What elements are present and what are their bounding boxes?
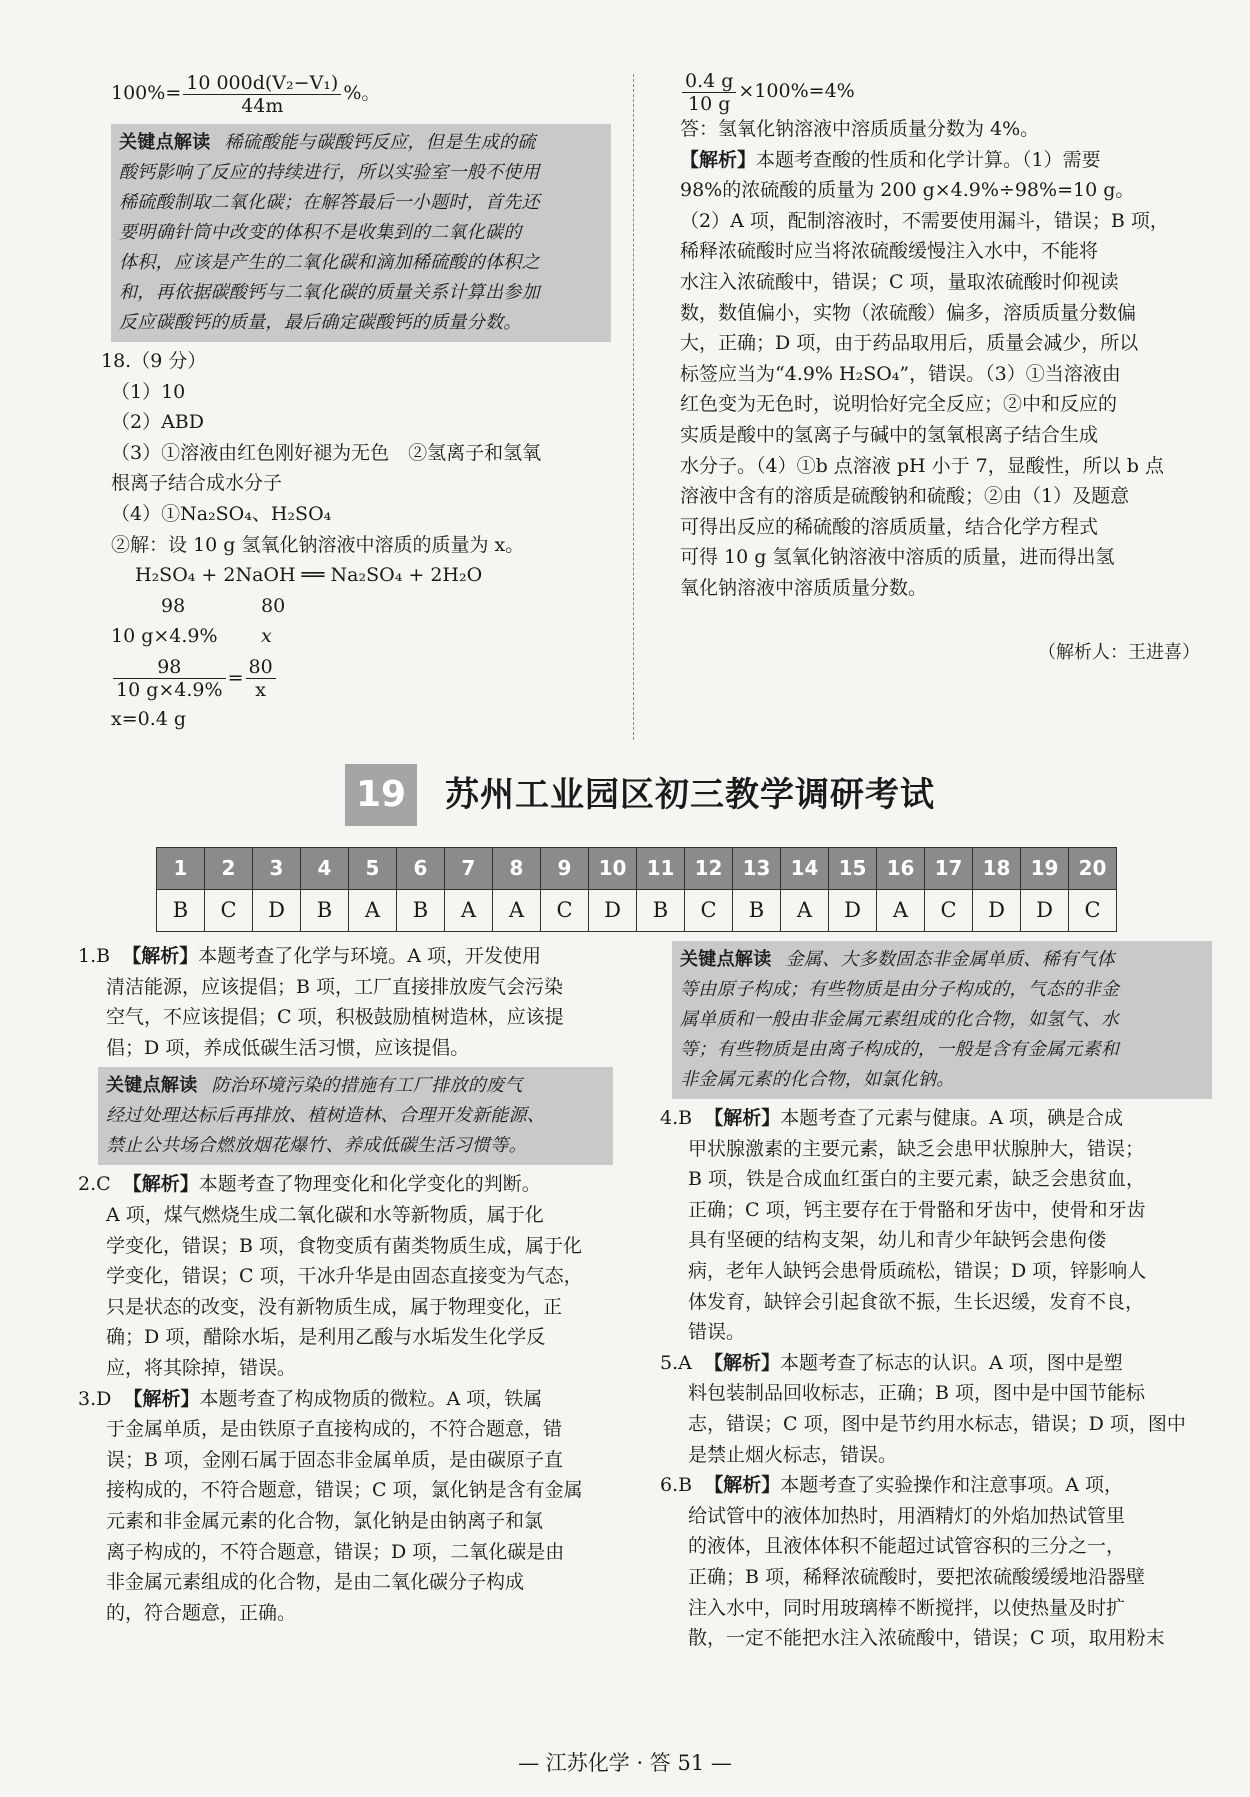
key-point-line: 关键点解读 金属、大多数固态非金属单质、稀有气体 (680, 949, 1115, 970)
bottom-right-column (660, 941, 1212, 1654)
ratio-right: $\frac{80}{x}$ (246, 656, 276, 701)
question-number-cell: 7 (445, 848, 493, 890)
chemical-equation: H₂SO₄ + 2NaOH ══ Na₂SO₄ + 2H₂O (135, 564, 483, 587)
analysis-line: 实质是酸中的氢离子与碱中的氢氧根离子结合生成 (680, 423, 1099, 446)
question-number-cell: 15 (829, 848, 877, 890)
explanation-line: 非金属元素组成的化合物，是由二氧化碳分子构成 (106, 1571, 525, 1594)
given-mass-line: 10 g×4.9% x (111, 625, 272, 648)
question-number-cell: 4 (301, 848, 349, 890)
percent-calc-line: $\frac{0.4 g}{10 g}$ ×100%=4% (680, 68, 1200, 114)
question-number-cell: 12 (685, 848, 733, 890)
explanation-line: 应，将其除掉，错误。 (106, 1356, 297, 1379)
explanation-line: B 项，铁是合成血红蛋白的主要元素，缺乏会患贫血， (688, 1168, 1146, 1191)
key-point-line: 属单质和一般由非金属元素组成的化合物，如氢气、水 (680, 1009, 1120, 1030)
question-number-cell: 18 (973, 848, 1021, 890)
question-number-cell: 17 (925, 848, 973, 890)
result-line: x=0.4 g (111, 707, 187, 730)
explanation-line: 接构成的，不符合题意，错误；C 项，氯化钠是含有金属 (106, 1479, 583, 1502)
key-point-box (98, 1067, 613, 1165)
question-number-cell: 14 (781, 848, 829, 890)
page-footer: — 江苏化学 · 答 51 — (518, 1751, 732, 1775)
key-point-line: 等；有些物质是由离子构成的，一般是含有金属元素和 (680, 1039, 1120, 1060)
question-1-label: 1.B (78, 945, 111, 967)
analysis-line: 氧化钠溶液中溶质质量分数。 (680, 576, 928, 599)
explanation-line: 料包装制品回收标志，正确；B 项，图中是中国节能标 (688, 1382, 1146, 1405)
explanation-line: 清洁能源，应该提倡；B 项，工厂直接排放废气会污染 (106, 975, 564, 998)
answer-cell: D (1021, 890, 1069, 932)
answer-cell: B (733, 890, 781, 932)
key-point-label: 关键点解读 (119, 132, 211, 153)
question-number-cell: 16 (877, 848, 925, 890)
analysis-line: 可得 10 g 氢氧化钠溶液中溶质的质量，进而得出氢 (680, 546, 1115, 569)
answer-cell: B (637, 890, 685, 932)
answer-line: （3）①溶液由红色刚好褪为无色 ②氢离子和氢氧 (111, 441, 542, 464)
answer-cell: B (301, 890, 349, 932)
question-number-cell: 5 (349, 848, 397, 890)
explanation-line: 于金属单质，是由铁原子直接构成的，不符合题意，错 (106, 1418, 563, 1441)
answer-cell: D (589, 890, 637, 932)
key-point-box (672, 941, 1212, 1099)
answer-cell: D (253, 890, 301, 932)
percent-fraction: $\frac{0.4 g}{10 g}$ (682, 70, 736, 115)
answer-cell: D (829, 890, 877, 932)
answer-cell: A (445, 890, 493, 932)
key-point-label: 关键点解读 (680, 949, 772, 970)
analysis-line: 红色变为无色时，说明恰好完全反应；②中和反应的 (680, 393, 1118, 416)
answer-cell: B (397, 890, 445, 932)
explanation-line: 志，错误；C 项，图中是节约用水标志，错误；D 项，图中 (688, 1412, 1186, 1435)
top-right-column (680, 68, 1200, 668)
analysis-line: 稀释浓硫酸时应当将浓硫酸缓慢注入水中，不能将 (680, 240, 1099, 263)
explanation-line: 学变化，错误；B 项，食物变质有菌类物质生成，属于化 (106, 1234, 583, 1257)
question-number-cell: 10 (589, 848, 637, 890)
answer-line: ②解：设 10 g 氢氧化钠溶液中溶质的质量为 x。 (111, 533, 525, 556)
key-point-line: 体积，应该是产生的二氧化碳和滴加稀硫酸的体积之 (119, 252, 540, 273)
section-title: 苏州工业园区初三教学调研考试 (445, 775, 935, 815)
analysis-line: 水注入浓硫酸中，错误；C 项，量取浓硫酸时仰视读 (680, 270, 1119, 293)
question-number-row (157, 848, 1117, 890)
question-number-cell: 8 (493, 848, 541, 890)
question-2-line: 2.C 【解析】本题考查了物理变化和化学变化的判断。 (78, 1173, 541, 1196)
answer-row (157, 890, 1117, 932)
key-point-line: 经过处理达标后再排放、植树造林、合理开发新能源、 (106, 1105, 546, 1127)
explanation-line: 的，符合题意，正确。 (106, 1601, 297, 1624)
answer-cell: D (973, 890, 1021, 932)
question-number-cell: 1 (157, 848, 205, 890)
analysis-line: 水分子。（4）①b 点溶液 pH 小于 7，显酸性，所以 b 点 (680, 454, 1164, 477)
explanation-line: 正确；B 项，稀释浓硫酸时，要把浓硫酸缓缓地沿器壁 (688, 1565, 1146, 1588)
author-credit: （解析人：王进喜） (1038, 641, 1200, 663)
question-18-heading: 18.（9 分） (101, 350, 207, 372)
answer-statement: 答：氢氧化钠溶液中溶质质量分数为 4%。 (680, 118, 1040, 140)
explanation-line: 体发育，缺锌会引起食欲不振，生长迟缓，发育不良， (688, 1290, 1145, 1313)
answer-cell: C (925, 890, 973, 932)
key-point-line: 非金属元素的化合物，如氯化钠。 (680, 1069, 955, 1090)
question-6-line: 6.B 【解析】本题考查了实验操作和注意事项。A 项， (660, 1474, 1123, 1497)
question-number-cell: 20 (1069, 848, 1117, 890)
explanation-line: 离子构成的，不符合题意，错误；D 项，二氧化碳是由 (106, 1540, 565, 1563)
analysis-line: 标签应当为“4.9% H₂SO₄”，错误。（3）①当溶液由 (680, 362, 1121, 385)
analysis-line: 大，正确；D 项，由于药品取用后，质量会减少，所以 (680, 332, 1139, 355)
question-3-label: 3.D (78, 1387, 112, 1410)
question-6-label: 6.B (660, 1474, 693, 1497)
column-divider (633, 74, 634, 740)
analysis-line: 溶液中含有的溶质是硫酸钠和硫酸；②由（1）及题意 (680, 485, 1130, 508)
explanation-line: 散，一定不能把水注入浓硫酸中，错误；C 项，取用粉末 (688, 1627, 1165, 1650)
key-point-line: 要明确针筒中改变的体积不是收集到的二氧化碳的 (119, 222, 522, 243)
analysis-line: （2）A 项，配制溶液时，不需要使用漏斗，错误；B 项， (680, 209, 1169, 232)
explanation-line: 误；B 项，金刚石属于固态非金属单质，是由碳原子直 (106, 1448, 564, 1471)
key-point-label: 关键点解读 (106, 1075, 198, 1097)
explanation-line: 的液体，且液体体积不能超过试管容积的三分之一， (688, 1535, 1126, 1558)
question-5-label: 5.A (660, 1351, 692, 1374)
explanation-line: 正确；C 项，钙主要存在于骨骼和牙齿中，使骨和牙齿 (688, 1198, 1146, 1221)
question-4-line: 4.B 【解析】本题考查了元素与健康。A 项，碘是合成 (660, 1107, 1123, 1129)
question-number-cell: 13 (733, 848, 781, 890)
top-left-column (101, 70, 611, 735)
question-number-cell: 6 (397, 848, 445, 890)
answer-key-table (156, 847, 1117, 932)
formula-fraction: $\frac{\text{10 000d(V₂−V₁)}}{44m}$ (183, 72, 341, 117)
explanation-line: 倡；D 项，养成低碳生活习惯，应该提倡。 (106, 1036, 470, 1059)
ratio-left: $\frac{98}{10 g\times 4.9\%}$ (113, 656, 226, 701)
answer-line: （4）①Na₂SO₄、H₂SO₄ (111, 502, 332, 525)
explanation-line: A 项，煤气燃烧生成二氧化碳和水等新物质，属于化 (106, 1203, 544, 1226)
key-point-line: 稀硫酸制取二氧化碳；在解答最后一小题时，首先还 (119, 192, 540, 213)
explanation-line: 给试管中的液体加热时，用酒精灯的外焰加热试管里 (688, 1504, 1126, 1527)
question-number-cell: 9 (541, 848, 589, 890)
analysis-line: 可得出反应的稀硫酸的溶质质量，结合化学方程式 (680, 515, 1099, 538)
explanation-line: 空气，不应该提倡；C 项，积极鼓励植树造林，应该提 (106, 1006, 564, 1029)
explanation-line: 病，老年人缺钙会患骨质疏松，错误；D 项，锌影响人 (688, 1259, 1147, 1282)
explanation-line: 甲状腺激素的主要元素，缺乏会患甲状腺肿大，错误； (688, 1137, 1145, 1160)
analysis-line: 【解析】本题考查酸的性质和化学计算。（1）需要 (680, 148, 1101, 171)
section-number: 19 (345, 764, 417, 826)
answer-cell: A (349, 890, 397, 932)
question-3-line: 3.D 【解析】本题考查了构成物质的微粒。A 项，铁属 (78, 1387, 543, 1410)
answer-cell: A (781, 890, 829, 932)
answer-line: 根离子结合成水分子 (111, 472, 283, 495)
key-point-line: 反应碳酸钙的质量，最后确定碳酸钙的质量分数。 (119, 312, 522, 333)
question-number-cell: 3 (253, 848, 301, 890)
answer-line: （2）ABD (111, 411, 205, 434)
analysis-line: 98%的浓硫酸的质量为 200 g×4.9%÷98%=10 g。 (680, 179, 1135, 202)
answer-line: （1）10 (111, 380, 186, 403)
formula-line: 100%= $\frac{\text{10 000d(V₂−V₁)}}{44m}$ %。 (111, 71, 381, 117)
explanation-line: 注入水中，同时用玻璃棒不断搅拌，以使热量及时扩 (688, 1596, 1126, 1619)
question-2-label: 2.C (78, 1173, 111, 1196)
answer-cell: C (541, 890, 589, 932)
question-number-cell: 11 (637, 848, 685, 890)
explanation-line: 确；D 项，醋除水垢，是利用乙酸与水垢发生化学反 (106, 1326, 546, 1349)
explanation-line: 具有坚硬的结构支架，幼儿和青少年缺钙会患佝偻 (688, 1229, 1107, 1252)
key-point-box (111, 124, 611, 342)
question-4-label: 4.B (660, 1107, 693, 1129)
key-point-line: 关键点解读 稀硫酸能与碳酸钙反应，但是生成的硫 (119, 132, 536, 153)
explanation-line: 元素和非金属元素的化合物，氯化钠是由钠离子和氯 (106, 1509, 544, 1532)
answer-cell: C (205, 890, 253, 932)
key-point-line: 关键点解读 防治环境污染的措施有工厂排放的废气 (106, 1075, 523, 1097)
explanation-line: 只是状态的改变，没有新物质生成，属于物理变化，正 (106, 1295, 563, 1318)
key-point-line: 等由原子构成；有些物质是由分子构成的，气态的非金 (680, 979, 1120, 1000)
answer-cell: A (493, 890, 541, 932)
key-point-line: 酸钙影响了反应的持续进行，所以实验室一般不使用 (119, 162, 540, 183)
answer-cell: C (1069, 890, 1117, 932)
analysis-label: 【解析】 (680, 148, 757, 171)
ratio-line: $\frac{98}{10 g\times 4.9\%}$ = $\frac{80}{x}$ (111, 652, 611, 704)
answer-cell: B (157, 890, 205, 932)
analysis-line: 数，数值偏小，实物（浓硫酸）偏多，溶质质量分数偏 (680, 301, 1137, 324)
explanation-line: 学变化，错误；C 项，干冰升华是由固态直接变为气态， (106, 1265, 583, 1288)
molar-mass-line: 98 80 (161, 594, 286, 617)
key-point-line: 和，再依据碳酸钙与二氧化碳的质量关系计算出参加 (119, 282, 540, 303)
question-number-cell: 19 (1021, 848, 1069, 890)
key-point-line: 禁止公共场合燃放烟花爆竹、养成低碳生活习惯等。 (106, 1135, 527, 1157)
explanation-line: 错误。 (688, 1321, 746, 1344)
answer-cell: C (685, 890, 733, 932)
question-number-cell: 2 (205, 848, 253, 890)
explanation-line: 是禁止烟火标志，错误。 (688, 1443, 898, 1466)
bottom-left-column (78, 941, 613, 1628)
question-5-line: 5.A 【解析】本题考查了标志的认识。A 项，图中是塑 (660, 1351, 1123, 1374)
question-1-line: 1.B 【解析】本题考查了化学与环境。A 项，开发使用 (78, 945, 541, 967)
answer-cell: A (877, 890, 925, 932)
